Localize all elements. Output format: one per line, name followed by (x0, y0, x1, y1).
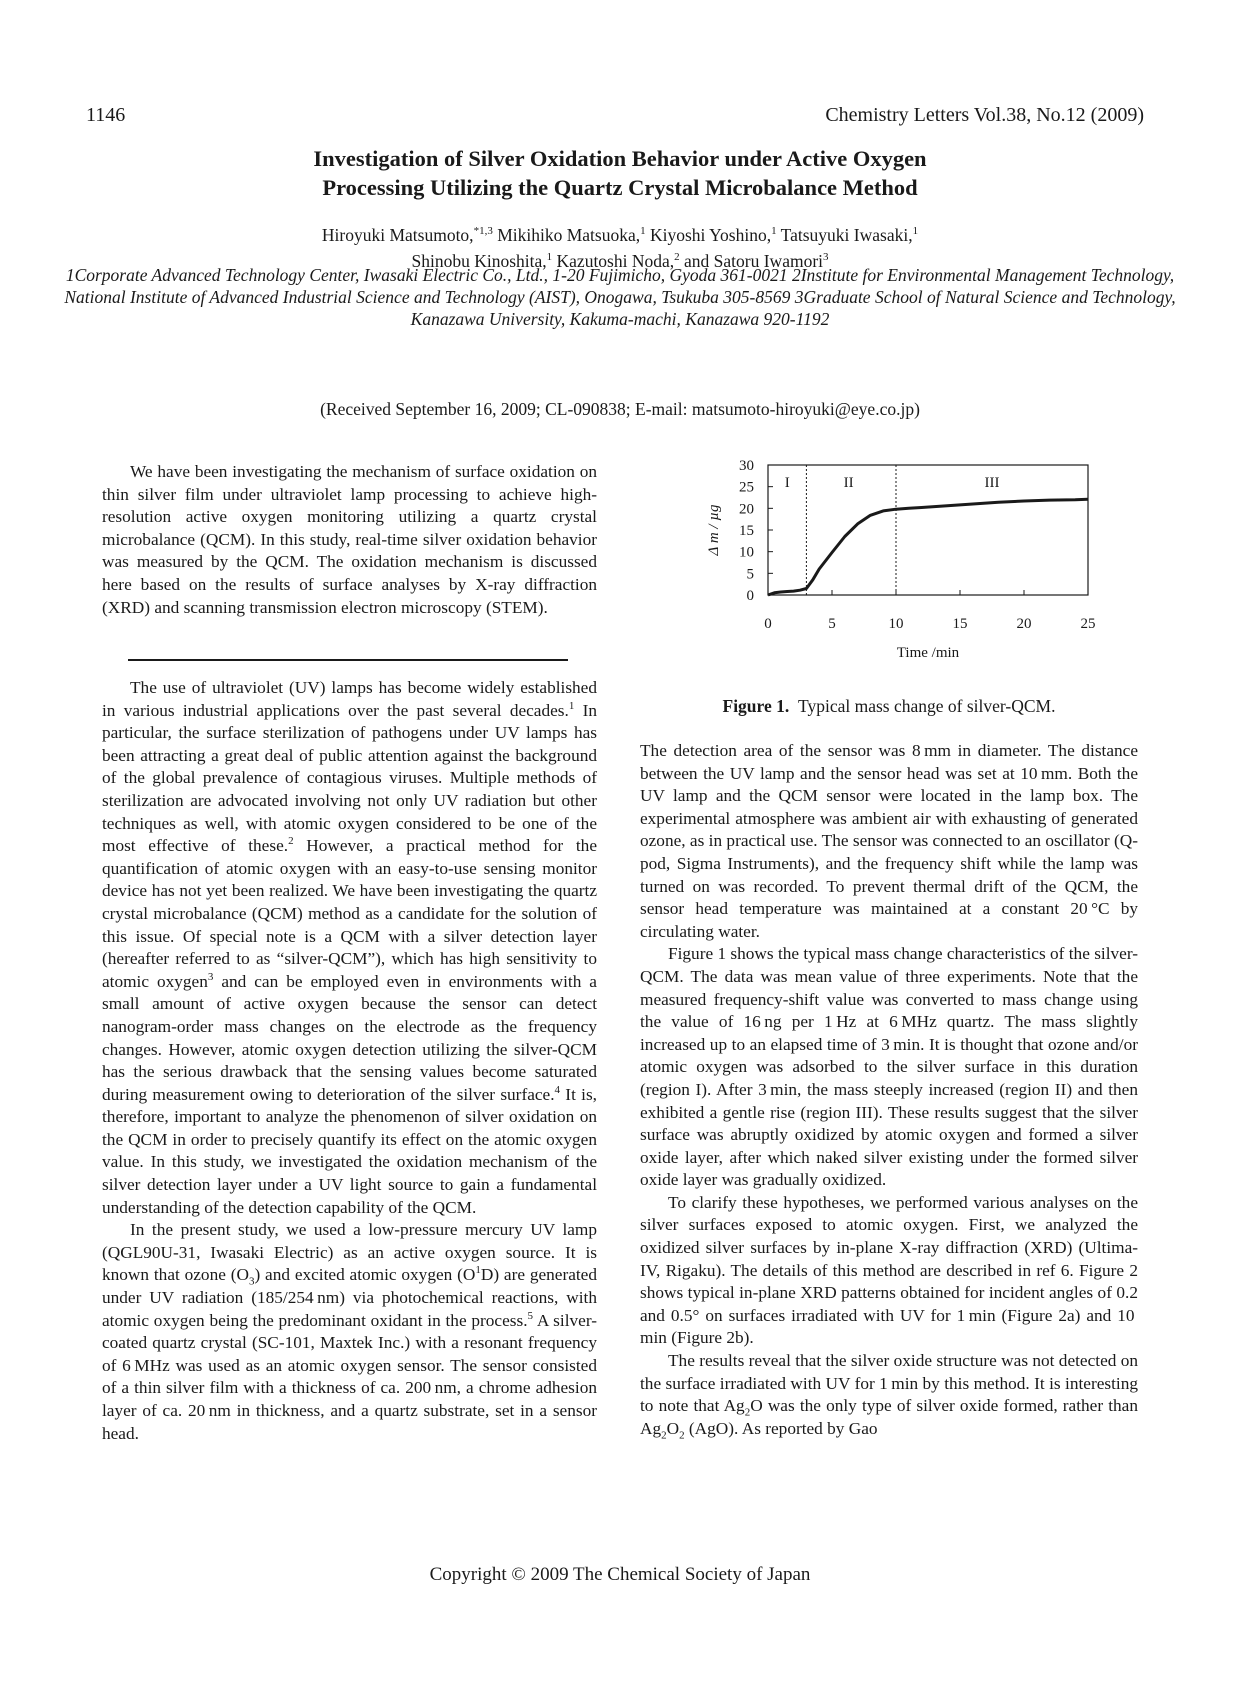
y-tick-label: 0 (746, 588, 754, 604)
journal-reference: Chemistry Letters Vol.38, No.12 (2009) (825, 104, 1144, 126)
figure-caption-label: Figure 1. (722, 696, 790, 716)
xrd-results-paragraph: The results reveal that the silver oxide structure was not detected on the surface irradiated with UV for 1 min by this method. It is interesting to note that $Ag_2O$ was the only type of silver oxide formed, rather than $Ag_2O_2$ (AgO). As reported by Gao (640, 1351, 1138, 1442)
title-line-2: Processing Utilizing the Quartz Crystal Microbalance Method (322, 175, 918, 200)
received-line: (Received September 16, 2009; CL-090838; E-mail: matsumoto-hiroyuki@eye.co.jp) (320, 399, 920, 419)
left-column (102, 461, 597, 619)
x-tick-label: 0 (764, 616, 772, 632)
region-label: I (784, 475, 790, 491)
methods-paragraph: In the present study, we used a low-pressure mercury UV lamp (QGL90U-31, Iwasaki Electric) as an active oxygen source. It is known that ozone $(O_3)$ and excited atomic oxygen $(O^1D)$ are generated under UV radiation (185/254 nm) via photochemical reactions, with atomic oxygen being the predominant oxidant in the process.$^5$ A silver-coated quartz crystal (SC-101, Maxtek Inc.) with a resonant frequency of 6 MHz was used as an atomic oxygen sensor. The sensor consisted of a thin silver film with a thickness of ca. 200 nm, a chrome adhesion layer of ca. 20 nm in thickness, and a quartz substrate, set in a sensor head. (102, 1220, 597, 1443)
figure-caption-text: Typical mass change of silver-QCM. (798, 696, 1056, 716)
setup-paragraph: The detection area of the sensor was 8 mm in diameter. The distance between the UV lamp and the sensor head was set at 10 mm. Both the UV lamp and the QCM sensor were located in the lamp box. The experimental atmosphere was ambient air with exhausting of generated ozone, as in practical use. The sensor was connected to an oscillator (Q-pod, Sigma Instruments), and the frequency shift while the lamp was turned on was recorded. To prevent thermal drift of the QCM, the sensor head temperature was maintained at a constant 20 °C by circulating water. (640, 741, 1138, 941)
y-tick-label: 5 (746, 566, 754, 583)
y-tick-label: 25 (739, 479, 754, 496)
y-tick-label: 15 (739, 523, 754, 539)
region-label: III (984, 475, 1000, 491)
abstract: We have been investigating the mechanism of surface oxidation on thin silver film under ultraviolet lamp processing to achieve high-resolution active oxygen monitoring utilizing a quartz crystal microbalance (QCM). In this study, real-time silver oxidation behavior was measured by the QCM. The oxidation mechanism is discussed here based on the results of surface analyses by X-ray diffraction (XRD) and scanning transmission electron microscopy (STEM). (102, 462, 597, 617)
figure-caption (640, 696, 1138, 717)
x-tick-label: 10 (888, 616, 904, 632)
y-tick-label: 30 (739, 458, 754, 474)
abstract-divider (128, 659, 568, 661)
affiliation-list: 1Corporate Advanced Technology Center, Iwasaki Electric Co., Ltd., 1-20 Fujimicho, Gyoda 361-0021 2Institute for Environmental Management Technology, National Institute of Advanced Industrial Science and Technology (AIST), Onogawa, Tsukuba 305-8569 3Graduate School of Natural Science and Technology, Kanazawa University, Kakuma-machi, Kanazawa 920-1192 (64, 265, 1176, 329)
x-tick-label: 20 (1016, 616, 1032, 632)
xrd-paragraph: To clarify these hypotheses, we performed various analyses on the silver surfaces exposed to atomic oxygen. First, we analyzed the oxidized silver surfaces by in-plane X-ray diffraction (XRD) (Ultima-IV, Rigaku). The details of this method are described in ref 6. Figure 2 shows typical in-plane XRD patterns obtained for incident angles of 0.2 and 0.5° on surfaces irradiated with UV for 1 min (Figure 2a) and 10 min (Figure 2b). (640, 1192, 1138, 1348)
title-line-1: Investigation of Silver Oxidation Behavior under Active Oxygen (313, 146, 927, 171)
authors-line-1: Hiroyuki Matsumoto,$^{*1,3}$ Mikihiko Matsuoka,$^1$ Kiyoshi Yoshino,$^1$ Tatsuyuki Iwasaki,$^1$ (321, 224, 919, 245)
page-number: 1146 (86, 104, 126, 126)
x-tick-label: 25 (1080, 616, 1096, 632)
copyright-footer: Copyright © 2009 The Chemical Society of Japan (429, 1564, 811, 1585)
left-column-body (102, 677, 597, 1445)
results-paragraph: Figure 1 shows the typical mass change characteristics of the silver-QCM. The data was mean value of three experiments. Note that the measured frequency-shift value was converted to mass change using the value of 16 ng per 1 Hz at 6 MHz quartz. The mass slightly increased up to an elapsed time of 3 min. It is thought that ozone and/or atomic oxygen was adsorbed to the silver surface in this duration (region I). After 3 min, the mass steeply increased (region II) and then exhibited a gentle rise (region III). These results suggest that the silver surface was abruptly oxidized by atomic oxygen and formed a silver oxide layer, after which naked silver existing under the formed silver oxide layer was gradually oxidized. (640, 944, 1138, 1190)
paper-title (110, 144, 1130, 202)
intro-paragraph: The use of ultraviolet (UV) lamps has become widely established in various industrial applications over the past several decades.$^1$ In particular, the surface sterilization of pathogens under UV lamps has been attracting a great deal of public attention against the background of the global prevalence of contagious viruses. Multiple methods of sterilization are advocated involving not only UV radiation but other techniques as well, with atomic oxygen considered to be one of the most effective of these.$^2$ However, a practical method for the quantification of atomic oxygen with an easy-to-use sensing monitor device has not yet been realized. We have been investigating the quartz crystal microbalance (QCM) method as a candidate for the solution of this issue. Of special note is a QCM with a silver detection layer (hereafter referred to as “silver-QCM”), which has high sensitivity to atomic oxygen$^3$ and can be employed even in environments with a small amount of active oxygen because the sensor can detect nanogram-order mass changes on the electrode as the frequency changes. However, atomic oxygen detection utilizing the silver-QCM has the serious drawback that the sensing values become saturated during measurement owing to deterioration of the silver surface.$^4$ It is, therefore, important to analyze the phenomenon of silver oxidation on the QCM in order to precisely quantify its effect on the atomic oxygen value. In this study, we investigated the oxidation mechanism of the silver detection layer under a UV light source to gain a fundamental understanding of the detection capability of the QCM. (102, 678, 597, 1217)
x-tick-label: 15 (952, 616, 968, 632)
y-tick-label: 20 (739, 501, 754, 518)
figure-1-chart (686, 455, 1116, 690)
y-tick-label: 10 (739, 544, 754, 561)
x-tick-label: 5 (828, 616, 836, 632)
authors-line-2: Shinobu Kinoshita,$^1$ Kazutoshi Noda,$^2$ and Satoru Iwamori$^3$ (411, 250, 829, 271)
mass-change-line (768, 499, 1088, 595)
region-label: II (843, 475, 854, 491)
x-axis-label: Time /min (896, 645, 960, 661)
right-column-body (640, 740, 1138, 1440)
y-axis-label: Δ m / µg (706, 504, 722, 556)
